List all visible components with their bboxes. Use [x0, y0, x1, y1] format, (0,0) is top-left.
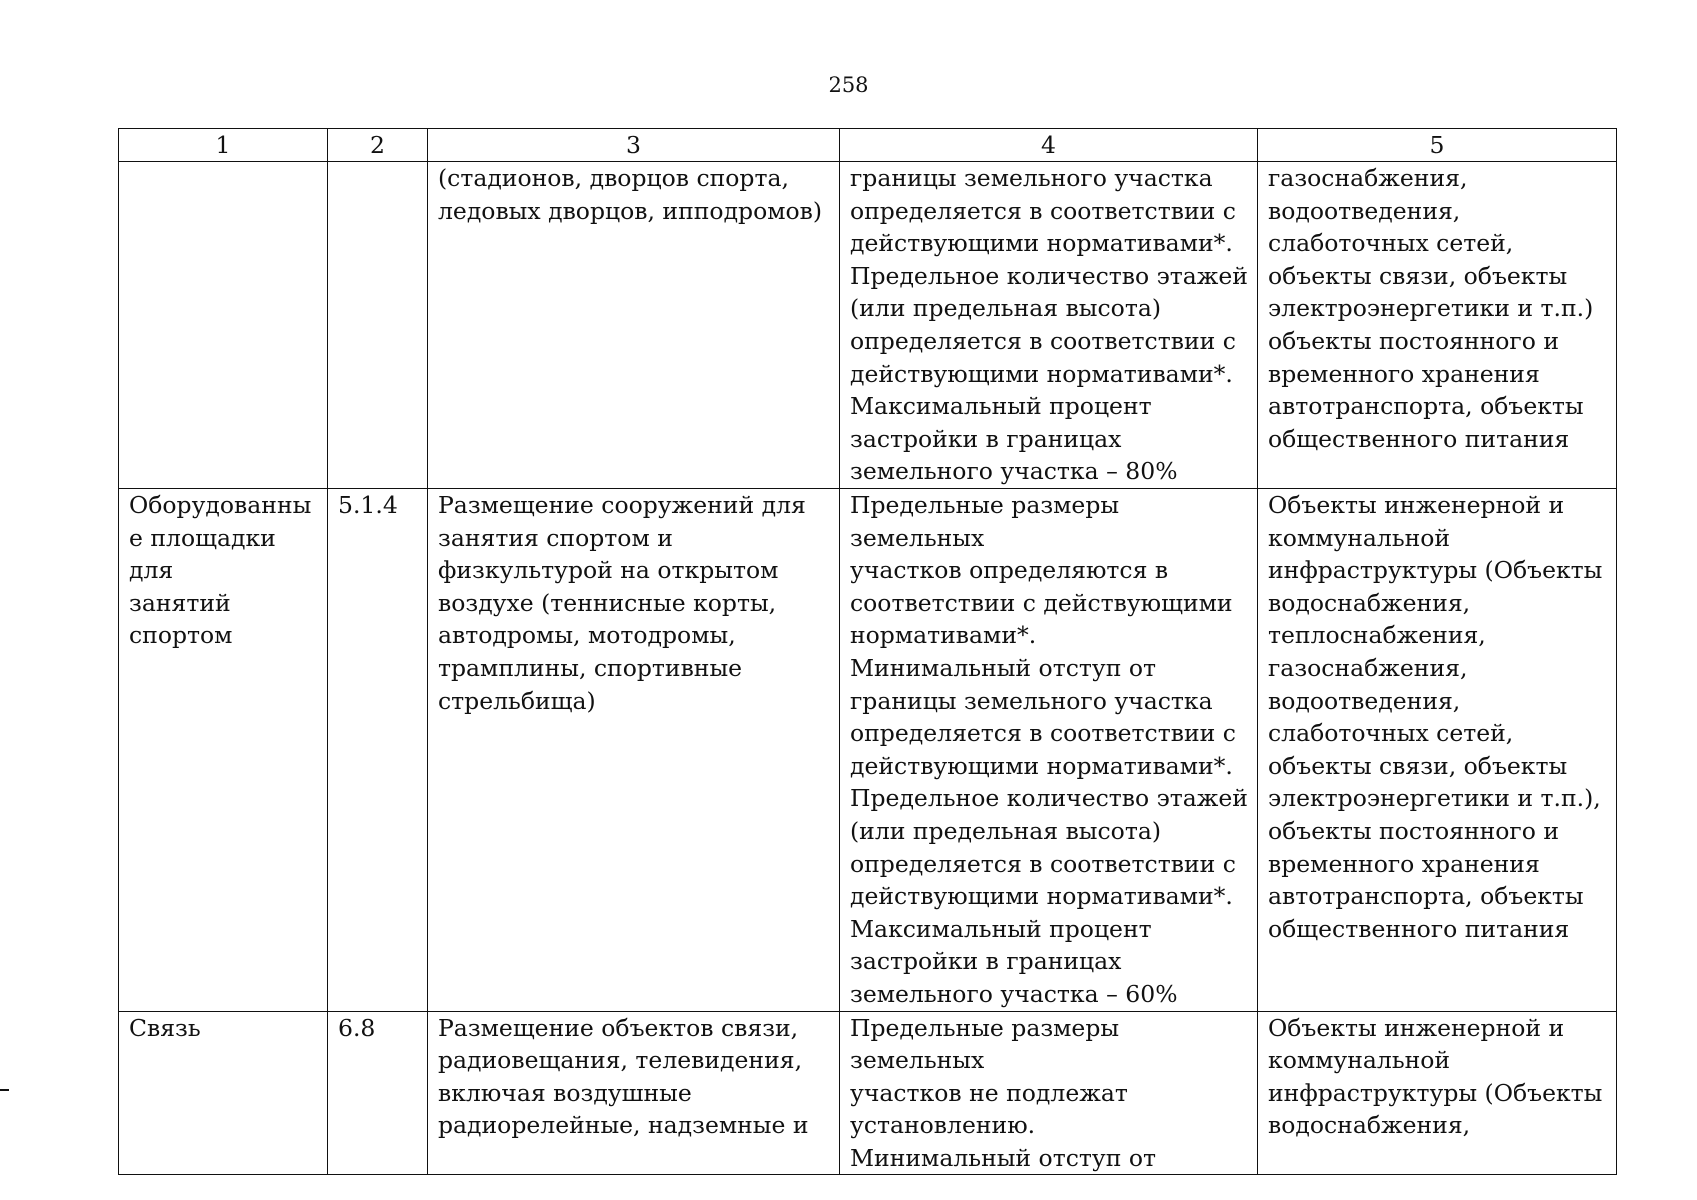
cell-parameters: Предельные размеры земельных участков не подлежат установлению. Минимальный отступ от: [840, 1011, 1258, 1175]
land-use-table: [118, 128, 1617, 1175]
table-row: [119, 1011, 1617, 1175]
column-header: 2: [328, 129, 428, 162]
margin-mark: [0, 1089, 9, 1091]
cell-parameters: границы земельного участка определяется в соответствии с действующими нормативами*. Предельное количество этажей (или предельная высота) определяется в соответствии с действующими нормативами*. Максимальный процент застройки в границах земельного участка – 80%: [840, 162, 1258, 489]
cell-use-description: Размещение объектов связи, радиовещания, телевидения, включая воздушные радиорелейные, надземные и: [428, 1011, 840, 1175]
column-header: 3: [428, 129, 840, 162]
table-header-row: [119, 129, 1617, 162]
cell-use-code: [328, 162, 428, 489]
cell-use-name: [119, 162, 328, 489]
column-header: 5: [1258, 129, 1617, 162]
cell-auxiliary-uses: Объекты инженерной и коммунальной инфраструктуры (Объекты водоснабжения,: [1258, 1011, 1617, 1175]
table-row: [119, 489, 1617, 1012]
page-number: 258: [828, 73, 869, 97]
cell-auxiliary-uses: газоснабжения, водоотведения, слаботочных сетей, объекты связи, объекты электроэнергетики и т.п.) объекты постоянного и временного хранения автотранспорта, объекты общественного питания: [1258, 162, 1617, 489]
cell-use-description: (стадионов, дворцов спорта, ледовых дворцов, ипподромов): [428, 162, 840, 489]
cell-parameters: Предельные размеры земельных участков определяются в соответствии с действующими нормативами*. Минимальный отступ от границы земельного участка определяется в соответствии с действующими нормативами*. Предельное количество этажей (или предельная высота) определяется в соответствии с действующими нормативами*. Максимальный процент застройки в границах земельного участка – 60%: [840, 489, 1258, 1012]
cell-use-code: 5.1.4: [328, 489, 428, 1012]
cell-use-name: Оборудованны е площадки для занятий спортом: [119, 489, 328, 1012]
cell-use-description: Размещение сооружений для занятия спортом и физкультурой на открытом воздухе (теннисные корты, автодромы, мотодромы, трамплины, спортивные стрельбища): [428, 489, 840, 1012]
cell-use-code: 6.8: [328, 1011, 428, 1175]
column-header: 4: [840, 129, 1258, 162]
table-row: [119, 162, 1617, 489]
cell-use-name: Связь: [119, 1011, 328, 1175]
column-header: 1: [119, 129, 328, 162]
cell-auxiliary-uses: Объекты инженерной и коммунальной инфраструктуры (Объекты водоснабжения, теплоснабжения, газоснабжения, водоотведения, слаботочных сетей, объекты связи, объекты электроэнергетики и т.п.), объекты постоянного и временного хранения автотранспорта, объекты общественного питания: [1258, 489, 1617, 1012]
